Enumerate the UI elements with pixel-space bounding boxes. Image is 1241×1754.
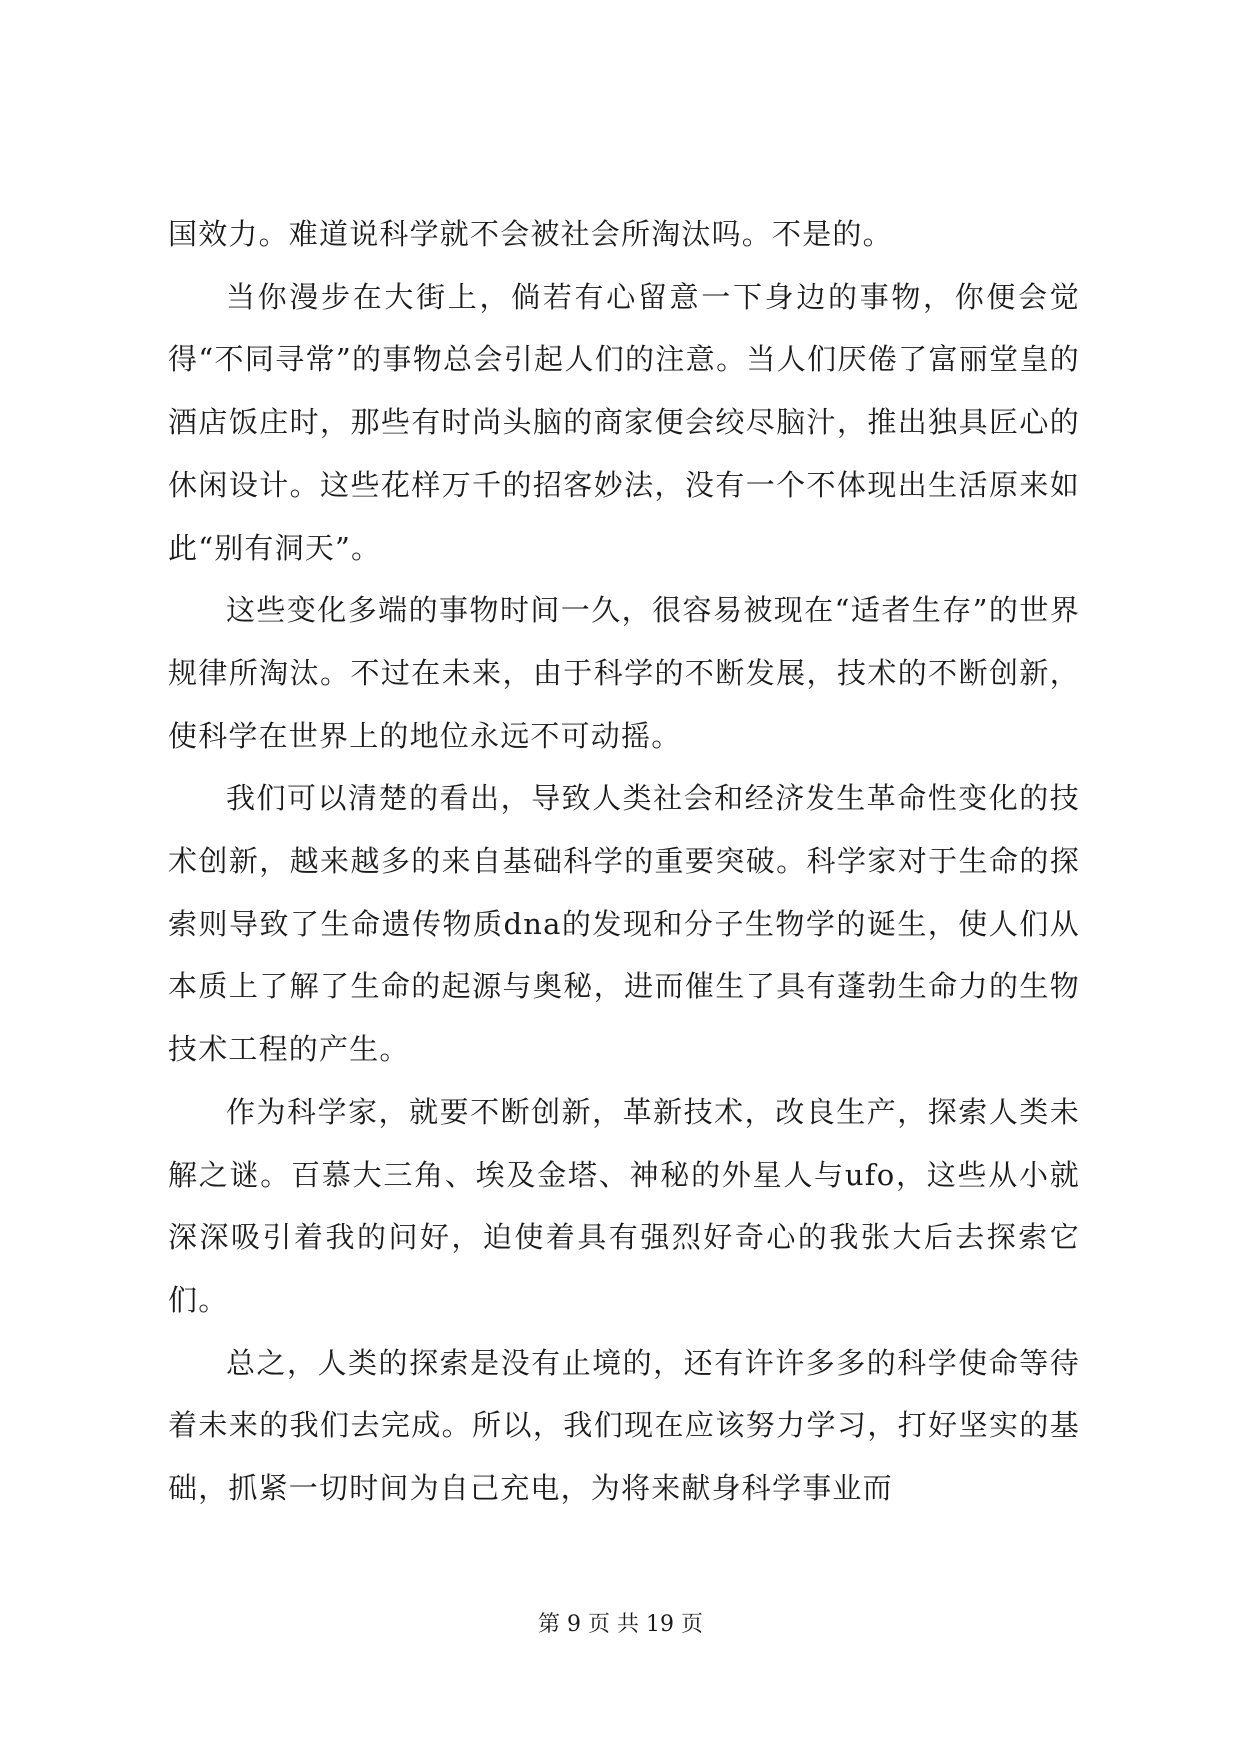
paragraph: 作为科学家，就要不断创新，革新技术，改良生产，探索人类未解之谜。百慕大三角、埃及金塔、神秘的外星人与ufo，这些从小就深深吸引着我的问好，迫使着具有强烈好奇心的我张大后去探索它们。 <box>168 1094 1080 1317</box>
body-text <box>168 203 1080 1520</box>
page-number-footer: 第 9 页 共 19 页 <box>538 1612 703 1637</box>
paragraph-continuation: 国效力。难道说科学就不会被社会所淘汰吗。不是的。 <box>168 217 893 251</box>
paragraph: 我们可以清楚的看出，导致人类社会和经济发生革命性变化的技术创新，越来越多的来自基础科学的重要突破。科学家对于生命的探索则导致了生命遗传物质dna的发现和分子生物学的诞生，使人们从本质上了解了生命的起源与奥秘，进而催生了具有蓬勃生命力的生物技术工程的产生。 <box>168 781 1080 1067</box>
paragraph: 这些变化多端的事物时间一久，很容易被现在“适者生存”的世界规律所淘汰。不过在未来，由于科学的不断发展，技术的不断创新，使科学在世界上的地位永远不可动摇。 <box>168 593 1080 753</box>
paragraph: 当你漫步在大街上，倘若有心留意一下身边的事物，你便会觉得“不同寻常”的事物总会引起人们的注意。当人们厌倦了富丽堂皇的酒店饭庄时，那些有时尚头脑的商家便会绞尽脑汁，推出独具匠心的休闲设计。这些花样万千的招客妙法，没有一个不体现出生活原来如此“别有洞天”。 <box>168 279 1080 565</box>
paragraph: 总之，人类的探索是没有止境的，还有许许多多的科学使命等待着未来的我们去完成。所以，我们现在应该努力学习，打好坚实的基础，抓紧一切时间为自己充电，为将来献身科学事业而 <box>168 1345 1080 1506</box>
